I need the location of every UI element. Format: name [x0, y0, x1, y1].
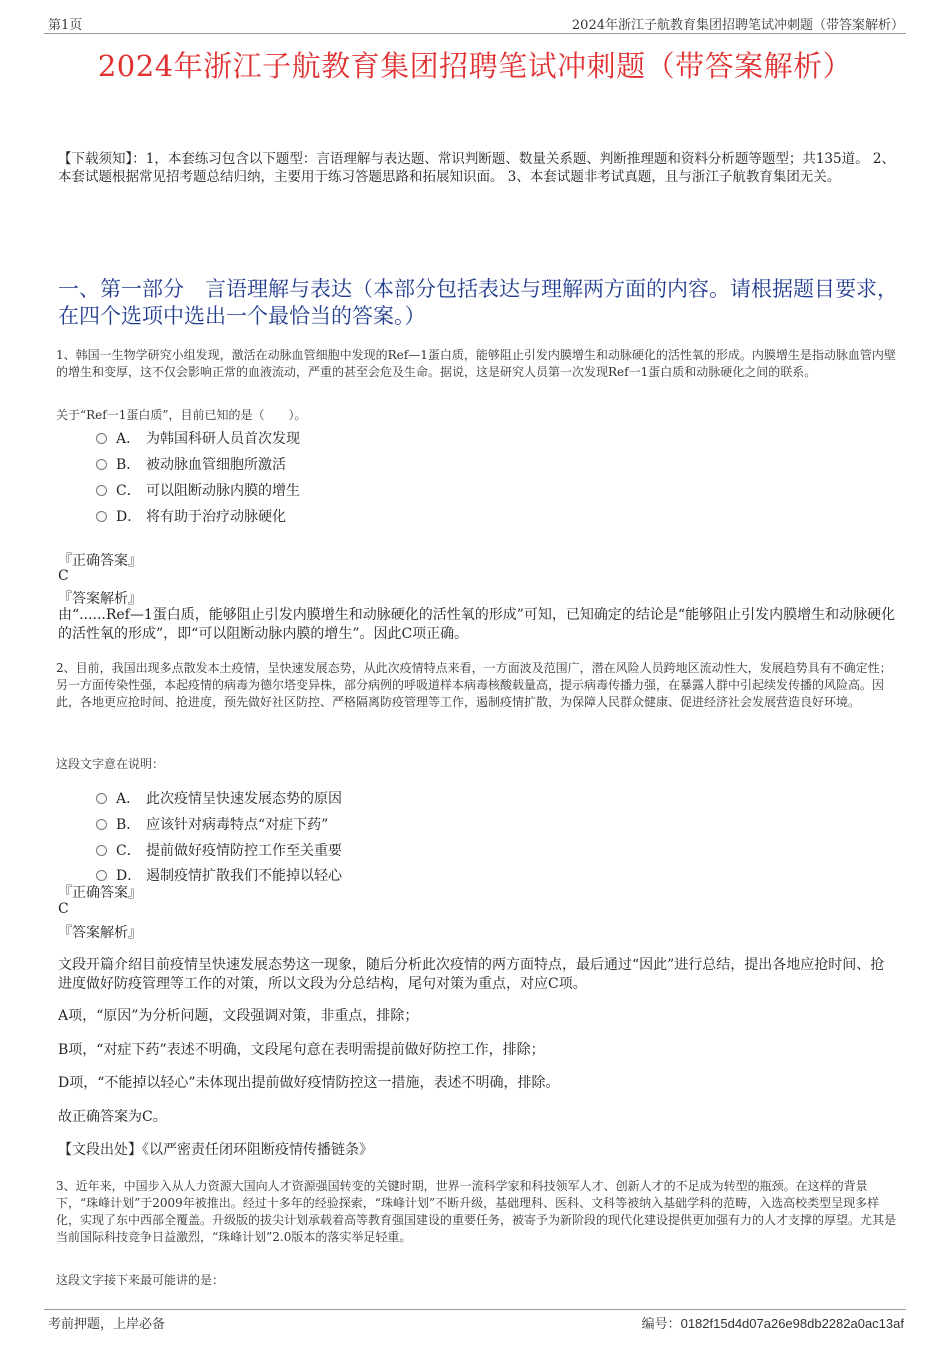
- question-2-text: 2、目前，我国出现多点散发本土疫情，呈快速发展态势，从此次疫情特点来看，一方面波及范围广，潜在风险人员跨地区流动性大，发展趋势具有不确定性；另一方面传染性强，本起疫情的病毒为德尔塔变异株，部分病例的呼吸道样本病毒核酸载量高，提示病毒传播力强，在暴露人群中引起续发传播的风险高。因此，各地更应抢时间、抢进度，预先做好社区防控、严格隔离防疫管理等工作，遏制疫情扩散，为保障人民群众健康、促进经济社会发展营造良好环境。: [56, 661, 892, 709]
- q2-analysis-option-d: D项，“不能掉以轻心”未体现出提前做好疫情防控这一措施，表述不明确，排除。: [58, 1075, 560, 1091]
- q2-option-a[interactable]: [96, 790, 342, 808]
- q1-option-c[interactable]: [96, 482, 300, 500]
- option-letter: C．: [116, 843, 141, 859]
- radio-icon[interactable]: [96, 819, 107, 830]
- q2-option-c[interactable]: [96, 842, 342, 860]
- q2-source: 【文段出处】《以严密责任闭环阻断疫情传播链条》: [58, 1142, 373, 1158]
- question-3-ask: 这段文字接下来最可能讲的是：: [56, 1273, 225, 1287]
- option-text: 将有助于治疗动脉硬化: [146, 509, 286, 525]
- radio-icon[interactable]: [96, 793, 107, 804]
- q1-option-b[interactable]: [96, 456, 286, 474]
- option-letter: D．: [116, 868, 142, 884]
- option-text: 此次疫情呈快速发展态势的原因: [146, 791, 342, 807]
- option-text: 提前做好疫情防控工作至关重要: [146, 843, 342, 859]
- q2-analysis-option-b: B项，“对症下药”表述不明确，文段尾句意在表明需提前做好防控工作，排除；: [58, 1042, 545, 1058]
- option-letter: D．: [116, 509, 142, 525]
- download-notice: 【下载须知】：1，本套练习包含以下题型：言语理解与表达题、常识判断题、数量关系题、判断推理题和资料分析题等题型；共135道。 2、本套试题根据常见招考题总结归纳，主要用于练习答题思路和拓展知识面。 3、本套试题非考试真题，且与浙江子航教育集团无关。: [58, 151, 895, 185]
- option-letter: B．: [116, 457, 141, 473]
- radio-icon[interactable]: [96, 870, 107, 881]
- q2-option-b[interactable]: [96, 816, 328, 834]
- footer-code-value: 0182f15d4d07a26e98db2282a0ac13af: [680, 1316, 904, 1331]
- footer-code-label: 编号：: [641, 1317, 681, 1332]
- footer-divider: [44, 1309, 906, 1310]
- option-text: 被动脉血管细胞所激活: [146, 457, 286, 473]
- q1-option-d[interactable]: [96, 508, 286, 526]
- section-heading: 一、第一部分 言语理解与表达（本部分包括表达与理解两方面的内容。请根据题目要求，在四个选项中选出一个最恰当的答案。）: [58, 277, 898, 328]
- option-letter: A．: [116, 791, 141, 807]
- option-letter: C．: [116, 483, 141, 499]
- option-letter: A．: [116, 431, 141, 447]
- option-text: 为韩国科研人员首次发现: [146, 431, 300, 447]
- option-text: 可以阻断动脉内膜的增生: [146, 483, 300, 499]
- radio-icon[interactable]: [96, 845, 107, 856]
- q2-analysis-label: 『答案解析』: [58, 925, 142, 941]
- q1-option-a[interactable]: [96, 430, 300, 448]
- q2-answer: C: [58, 901, 69, 917]
- q1-answer-label: 『正确答案』: [58, 553, 142, 569]
- header-page-number: 第1页: [48, 18, 83, 33]
- q1-answer: C: [58, 568, 69, 584]
- header-doc-title: 2024年浙江子航教育集团招聘笔试冲刺题（带答案解析）: [571, 18, 904, 33]
- radio-icon[interactable]: [96, 485, 107, 496]
- q2-analysis-option-a: A项，“原因”为分析问题，文段强调对策，非重点，排除；: [58, 1008, 419, 1024]
- question-3-text: 3、近年来，中国步入从人力资源大国向人才资源强国转变的关键时期，世界一流科学家和科技领军人才、创新人才的不足成为转型的瓶颈。在这样的背景下，“珠峰计划”于2009年被推出。经过十多年的经验探索，“珠峰计划”不断升级，基础理科、医科、文科等被纳入基础学科的范畴，入选高校类型呈现多样化，实现了东中西部全覆盖。升级版的拔尖计划承载着高等教育强国建设的重要任务，被寄予为新阶段的现代化建设提供更加强有力的人才支撑的厚望。尤其是当前国际科技竞争日益激烈，“珠峰计划”2.0版本的落实举足轻重。: [56, 1179, 897, 1244]
- option-text: 应该针对病毒特点“对症下药”: [146, 817, 329, 833]
- option-text: 遏制疫情扩散我们不能掉以轻心: [146, 868, 342, 884]
- question-2-ask: 这段文字意在说明：: [56, 757, 165, 771]
- radio-icon[interactable]: [96, 459, 107, 470]
- q1-analysis-label: 『答案解析』: [58, 591, 142, 607]
- q1-analysis: 由“......Ref—1蛋白质，能够阻止引发内膜增生和动脉硬化的活性氧的形成”可知，已知确定的结论是“能够阻止引发内膜增生和动脉硬化的活性氧的形成”，即“可以阻断动脉内膜的增生”。因此C项正确。: [58, 607, 896, 642]
- question-1-ask: 关于“Ref一1蛋白质”，目前已知的是（ ）。: [56, 408, 307, 422]
- radio-icon[interactable]: [96, 511, 107, 522]
- option-letter: B．: [116, 817, 141, 833]
- q2-analysis-paragraph: 文段开篇介绍目前疫情呈快速发展态势这一现象，随后分析此次疫情的两方面特点，最后通过“因此”进行总结，提出各地应抢时间、抢进度做好防疫管理等工作的对策，所以文段为分总结构，尾句对策为重点，对应C项。: [58, 957, 885, 992]
- header-divider: [44, 33, 906, 34]
- footer-slogan: 考前押题，上岸必备: [48, 1317, 166, 1332]
- radio-icon[interactable]: [96, 433, 107, 444]
- page-title: 2024年浙江子航教育集团招聘笔试冲刺题（带答案解析）: [97, 49, 853, 83]
- footer-code: [642, 1313, 904, 1332]
- q2-analysis-conclusion: 故正确答案为C。: [58, 1109, 167, 1125]
- q2-answer-label: 『正确答案』: [58, 885, 142, 901]
- question-1-text: 1、韩国一生物学研究小组发现，激活在动脉血管细胞中发现的Ref—1蛋白质，能够阻止引发内膜增生和动脉硬化的活性氧的形成。内膜增生是指动脉血管内壁的增生和变厚，这不仅会影响正常的血液流动，严重的甚至会危及生命。据说，这是研究人员第一次发现Ref一1蛋白质和动脉硬化之间的联系。: [56, 348, 896, 379]
